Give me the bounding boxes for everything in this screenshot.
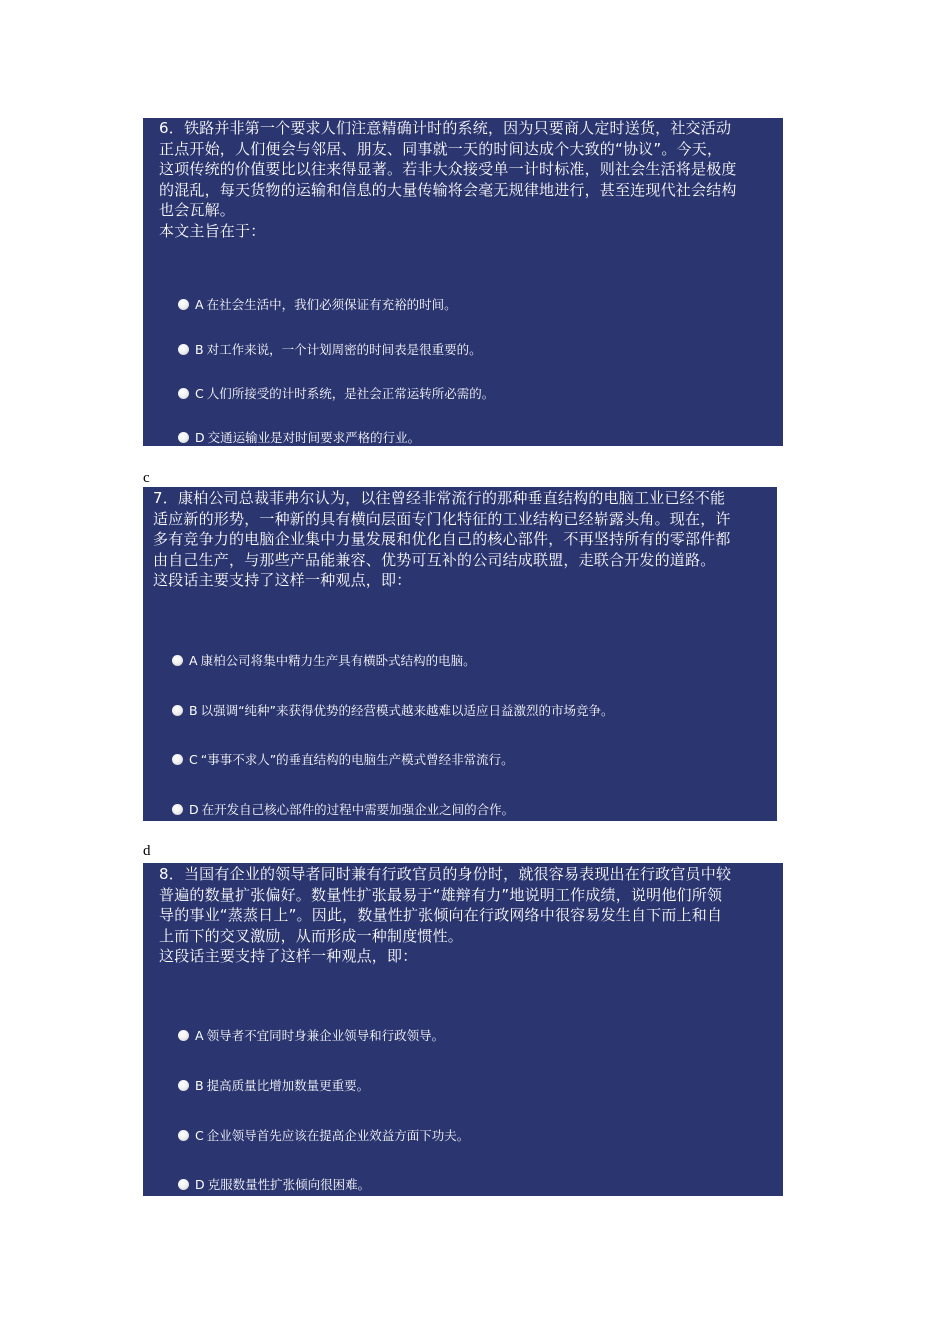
answer-label: d bbox=[143, 843, 151, 859]
radio-button-icon[interactable] bbox=[178, 1130, 189, 1141]
option-b[interactable] bbox=[172, 701, 614, 719]
option-text: 克服数量性扩张倾向很困难。 bbox=[207, 1177, 371, 1192]
question-prompt: 这段话主要支持了这样一种观点，即： bbox=[153, 571, 412, 589]
option-b[interactable] bbox=[178, 340, 482, 358]
option-letter: D bbox=[195, 1176, 205, 1192]
stem-line: 多有竞争力的电脑企业集中力量发展和优化自己的核心部件，不再坚持所有的零部件都 bbox=[153, 530, 731, 548]
stem-line: 上而下的交叉激励，从而形成一种制度惯性。 bbox=[159, 926, 464, 945]
option-letter: C bbox=[195, 385, 204, 401]
radio-button-icon[interactable] bbox=[178, 1030, 189, 1041]
option-c[interactable] bbox=[172, 750, 514, 768]
option-b[interactable] bbox=[178, 1076, 369, 1094]
option-letter: D bbox=[195, 429, 205, 445]
option-letter: B bbox=[189, 702, 198, 718]
radio-button-icon[interactable] bbox=[178, 432, 189, 443]
option-letter: A bbox=[189, 652, 198, 668]
option-text: 企业领导首先应该在提高企业效益方面下功夫。 bbox=[206, 1128, 470, 1143]
option-text: 在社会生活中，我们必须保证有充裕的时间。 bbox=[206, 297, 457, 312]
stem-line: 的混乱，每天货物的运输和信息的大量传输将会毫无规律地进行，甚至连现代社会结构 bbox=[159, 180, 737, 199]
option-text: 康柏公司将集中精力生产具有横卧式结构的电脑。 bbox=[200, 653, 476, 668]
option-c[interactable] bbox=[178, 384, 494, 402]
option-a[interactable] bbox=[178, 295, 457, 313]
option-d[interactable] bbox=[178, 428, 420, 446]
question-stem bbox=[159, 118, 737, 241]
option-letter: B bbox=[195, 341, 204, 357]
answer-label: c bbox=[143, 470, 150, 486]
option-a[interactable] bbox=[172, 651, 476, 669]
option-text: 领导者不宜同时身兼企业领导和行政领导。 bbox=[206, 1028, 445, 1043]
option-letter: D bbox=[189, 801, 199, 817]
option-letter: B bbox=[195, 1077, 204, 1093]
radio-button-icon[interactable] bbox=[178, 299, 189, 310]
option-a[interactable] bbox=[178, 1026, 444, 1044]
option-text: 在开发自己核心部件的过程中需要加强企业之间的合作。 bbox=[201, 802, 515, 817]
radio-button-icon[interactable] bbox=[178, 344, 189, 355]
question-stem bbox=[153, 488, 731, 591]
option-text: 以强调“纯种”来获得优势的经营模式越来越难以适应日益激烈的市场竞争。 bbox=[200, 703, 614, 718]
option-text: “事事不求人”的垂直结构的电脑生产模式曾经非常流行。 bbox=[200, 752, 514, 767]
option-c[interactable] bbox=[178, 1126, 469, 1144]
stem-line: 这项传统的价值要比以往来得显著。若非大众接受单一计时标准，则社会生活将是极度 bbox=[159, 160, 737, 178]
stem-line: 适应新的形势，一种新的具有横向层面专门化特征的工业结构已经崭露头角。现在，许 bbox=[153, 509, 731, 528]
stem-line: 普遍的数量扩张偏好。数量性扩张最易于“雄辩有力”地说明工作成绩，说明他们所领 bbox=[159, 885, 723, 904]
option-text: 提高质量比增加数量更重要。 bbox=[206, 1078, 370, 1093]
radio-button-icon[interactable] bbox=[172, 804, 183, 815]
stem-line: 7．康柏公司总裁菲弗尔认为，以往曾经非常流行的那种垂直结构的电脑工业已经不能 bbox=[153, 489, 726, 507]
question-panel-7 bbox=[143, 487, 777, 821]
radio-button-icon[interactable] bbox=[178, 1179, 189, 1190]
stem-line: 由自己生产，与那些产品能兼容、优势可互补的公司结成联盟，走联合开发的道路。 bbox=[153, 550, 716, 569]
stem-line: 8．当国有企业的领导者同时兼有行政官员的身份时，就很容易表现出在行政官员中较 bbox=[159, 865, 732, 883]
option-text: 人们所接受的计时系统，是社会正常运转所必需的。 bbox=[206, 386, 495, 401]
radio-button-icon[interactable] bbox=[172, 705, 183, 716]
question-prompt: 本文主旨在于： bbox=[159, 221, 266, 240]
option-letter: C bbox=[189, 751, 198, 767]
option-letter: C bbox=[195, 1127, 204, 1143]
option-d[interactable] bbox=[172, 800, 514, 818]
radio-button-icon[interactable] bbox=[172, 754, 183, 765]
question-prompt: 这段话主要支持了这样一种观点，即： bbox=[159, 947, 418, 965]
option-letter: A bbox=[195, 296, 204, 312]
stem-line: 正点开始，人们便会与邻居、朋友、同事就一天的时间达成个大致的“协议”。今天， bbox=[159, 139, 723, 158]
question-panel-8 bbox=[143, 863, 783, 1196]
question-stem bbox=[159, 864, 731, 967]
option-text: 交通运输业是对时间要求严格的行业。 bbox=[207, 430, 421, 445]
stem-line: 6．铁路并非第一个要求人们注意精确计时的系统，因为只要商人定时送货，社交活动 bbox=[159, 119, 732, 137]
option-text: 对工作来说，一个计划周密的时间表是很重要的。 bbox=[206, 342, 482, 357]
radio-button-icon[interactable] bbox=[172, 655, 183, 666]
radio-button-icon[interactable] bbox=[178, 388, 189, 399]
option-letter: A bbox=[195, 1027, 204, 1043]
question-panel-6 bbox=[143, 118, 783, 446]
stem-line: 也会瓦解。 bbox=[159, 201, 236, 219]
radio-button-icon[interactable] bbox=[178, 1080, 189, 1091]
stem-line: 导的事业“蒸蒸日上”。因此，数量性扩张倾向在行政网络中很容易发生自下而上和自 bbox=[159, 906, 723, 924]
option-d[interactable] bbox=[178, 1175, 370, 1193]
